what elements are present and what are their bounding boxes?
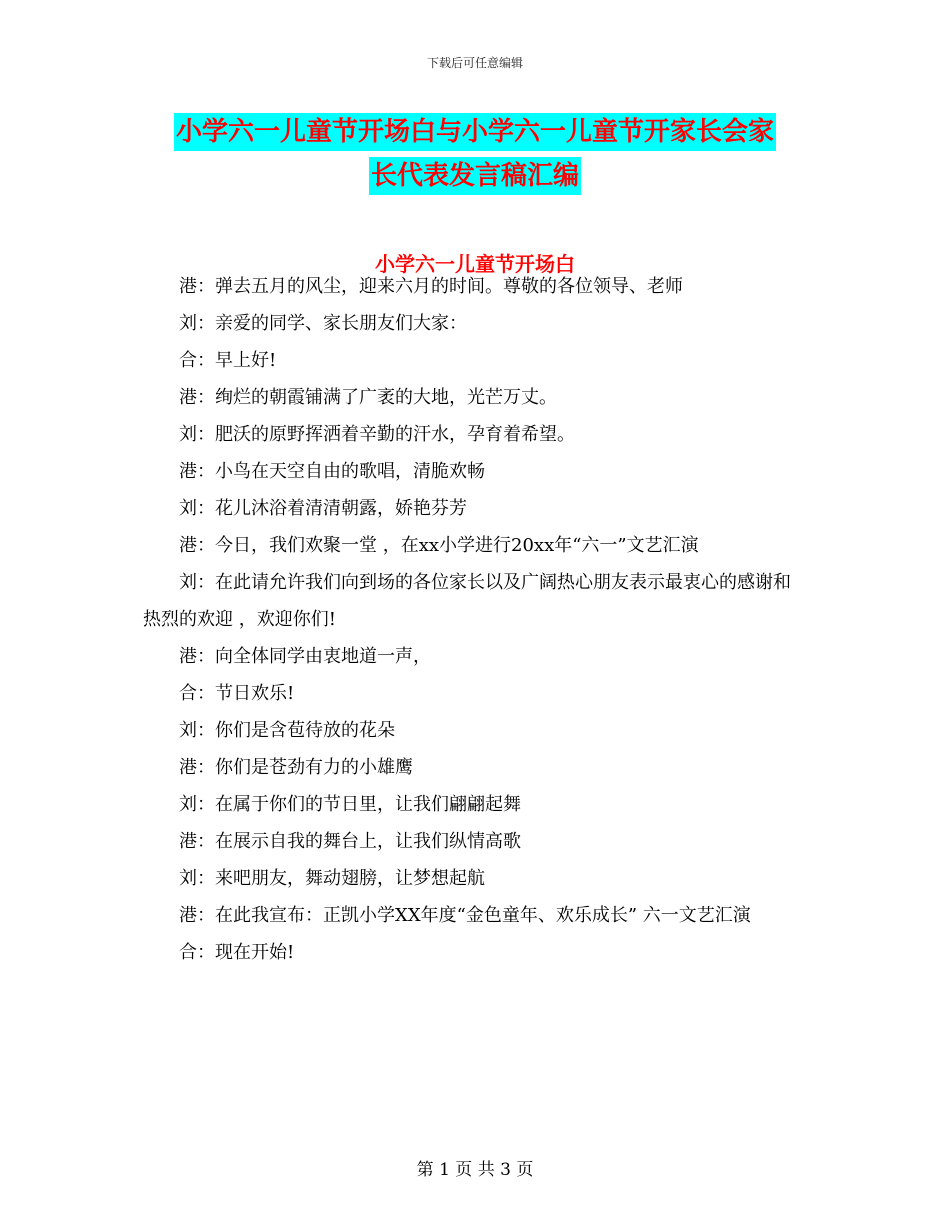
paragraph: 合：现在开始! [179,942,295,963]
paragraph: 港：你们是苍劲有力的小雄鹰 [179,757,413,778]
paragraph: 刘：肥沃的原野挥洒着辛勤的汗水，孕育着希望。 [179,424,575,445]
paragraph: 港：绚烂的朝霞铺满了广袤的大地，光芒万丈。 [179,387,557,408]
header-note: 下载后可任意编辑 [426,56,523,70]
paragraph: 港：小鸟在天空自由的歌唱，清脆欢畅 [179,461,485,482]
body-text [143,268,808,971]
page-footer: 第 1 页 共 3 页 [416,1160,534,1180]
title-line-1 [0,110,950,154]
paragraph: 刘：在属于你们的节日里，让我们翩翩起舞 [179,794,521,815]
paragraph: 合：早上好! [179,350,277,371]
section-title: 小学六一儿童节开场白 [375,252,575,276]
title-line-2-text: 长代表发言稿汇编 [369,157,581,195]
paragraph: 港：在展示自我的舞台上，让我们纵情高歌 [179,831,521,852]
paragraph: 刘：你们是含苞待放的花朵 [179,720,395,741]
paragraph: 刘：花儿沐浴着清清朝露，娇艳芬芳 [179,498,467,519]
title-line-1-text: 小学六一儿童节开场白与小学六一儿童节开家长会家 [174,113,776,151]
title-line-2 [0,154,950,198]
paragraph: 刘：来吧朋友，舞动翅膀，让梦想起航 [179,868,485,889]
paragraph: 港：弹去五月的风尘，迎来六月的时间。尊敬的各位领导、老师 [179,276,683,297]
paragraph: 港：向全体同学由衷地道一声， [179,646,431,667]
paragraph: 港：今日，我们欢聚一堂 ，在xx小学进行20xx年“六一”文艺汇演 [179,535,699,556]
paragraph: 港：在此我宣布：正凯小学XX年度“金色童年、欢乐成长” 六一文艺汇演 [179,905,751,926]
document-title [0,110,950,198]
paragraph: 刘：亲爱的同学、家长朋友们大家： [179,313,467,334]
paragraph: 刘：在此请允许我们向到场的各位家长以及广阔热心朋友表示最衷心的感谢和热烈的欢迎 ，欢迎你们! [143,572,791,630]
paragraph: 合：节日欢乐! [179,683,295,704]
